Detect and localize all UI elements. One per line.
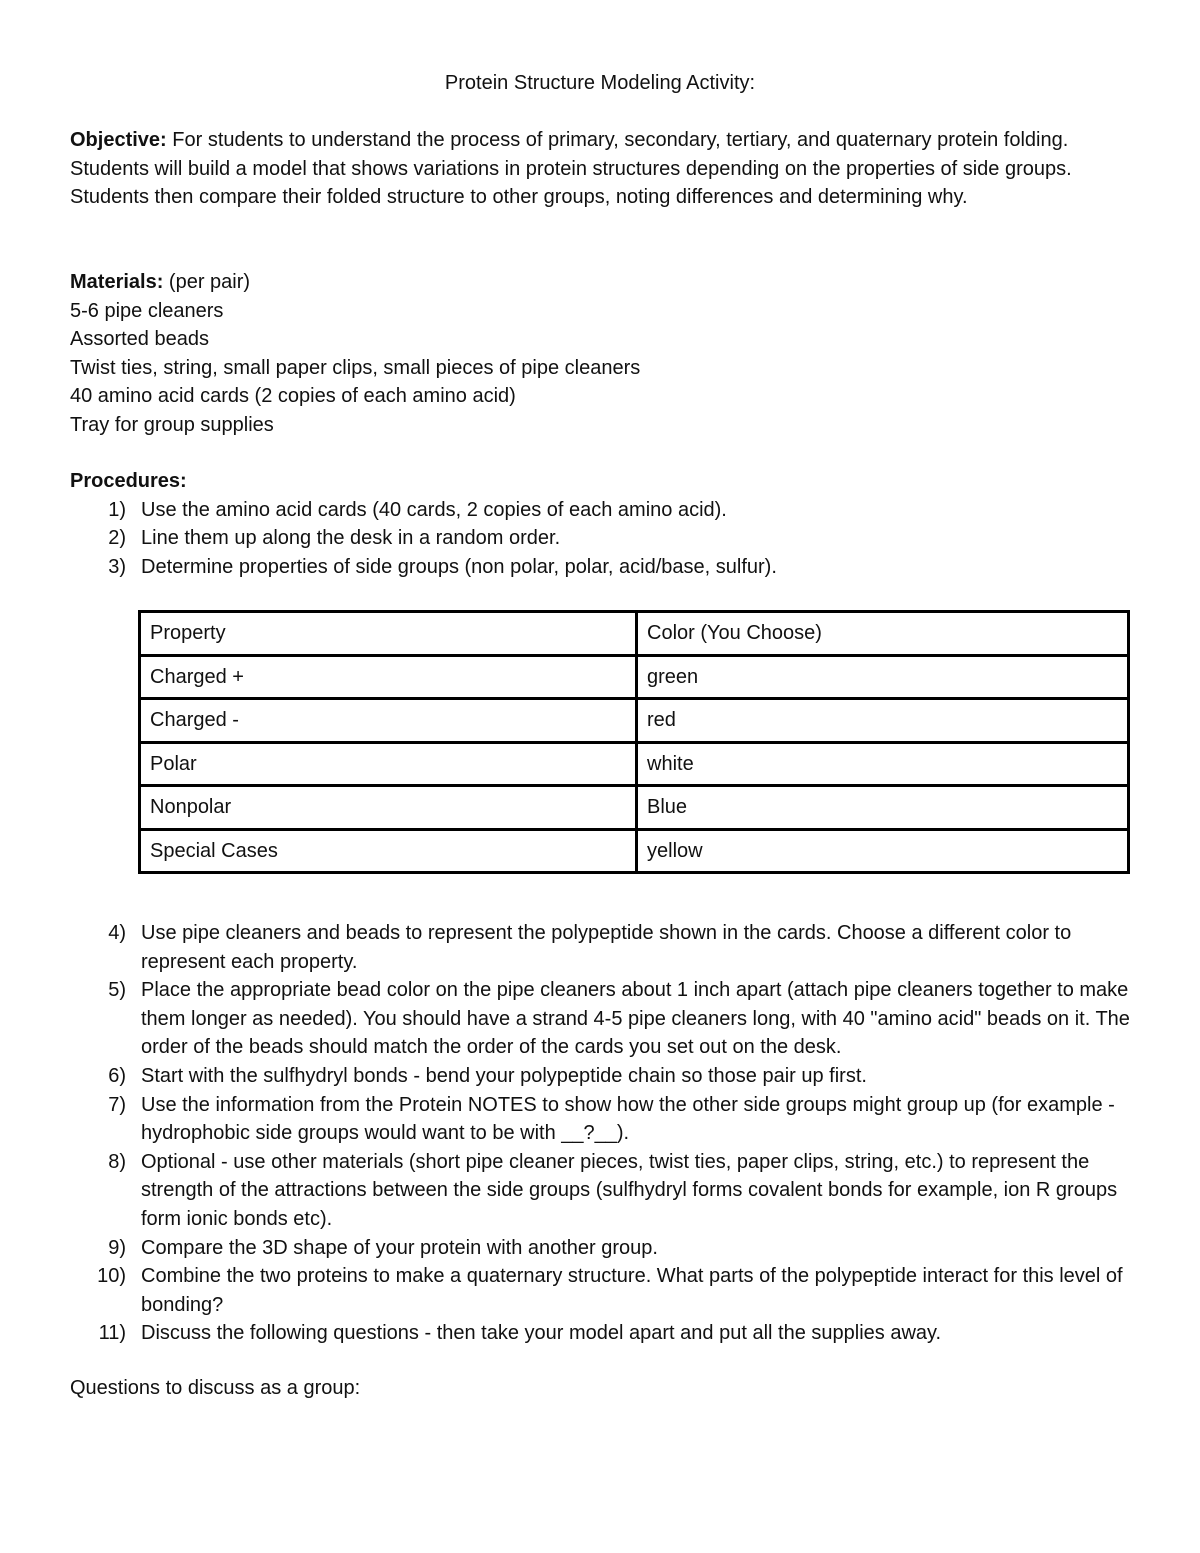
procedure-step (70, 976, 1130, 1062)
objective-paragraph (70, 126, 1130, 212)
procedure-steps-part-1 (70, 496, 1130, 582)
table-cell: red (637, 699, 1129, 743)
table-header-cell: Property (140, 612, 637, 656)
procedure-step (70, 524, 1130, 553)
procedure-step (70, 1062, 1130, 1091)
procedures-section (70, 467, 1130, 581)
materials-heading (70, 268, 1130, 297)
step-text: Optional - use other materials (short pipe cleaner pieces, twist ties, paper clips, string, etc.) to represent the strength of the attractions between the side groups (sulfhydryl forms covalent bonds for example, ion R groups form ionic bonds etc). (141, 1150, 1118, 1230)
materials-section (70, 268, 1130, 440)
table-row (140, 699, 1129, 743)
step-number: 9) (108, 1236, 126, 1259)
table-cell: Nonpolar (140, 786, 637, 830)
step-text: Use the amino acid cards (40 cards, 2 copies of each amino acid). (141, 498, 727, 521)
materials-item: 40 amino acid cards (2 copies of each amino acid) (70, 385, 516, 408)
procedure-step (70, 1091, 1130, 1148)
step-text: Line them up along the desk in a random order. (141, 527, 561, 550)
table-cell: Blue (637, 786, 1129, 830)
step-text: Start with the sulfhydryl bonds - bend your polypeptide chain so those pair up first. (141, 1064, 867, 1087)
procedures-heading (70, 467, 1130, 496)
step-number: 4) (108, 922, 126, 944)
table-row (140, 829, 1129, 873)
materials-item: 5-6 pipe cleaners (70, 299, 224, 322)
objective-label: Objective: (70, 129, 167, 151)
questions-heading: Questions to discuss as a group: (70, 1377, 361, 1399)
step-text: Discuss the following questions - then take your model apart and put all the supplies away. (141, 1322, 942, 1345)
procedure-step (70, 1234, 1130, 1263)
objective-section (70, 126, 1130, 212)
table-header-cell: Color (You Choose) (637, 612, 1129, 656)
objective-text: For students to understand the process of primary, secondary, tertiary, and quaternary protein folding. Students will build a model that shows variations in protein structures depending on the properties of side groups. Students then compare their folded structure to other groups, noting differences and determining why. (70, 129, 1072, 209)
property-color-table-container (138, 610, 1130, 874)
table-row (140, 655, 1129, 699)
procedure-step (70, 1319, 1130, 1348)
table-header-row (140, 612, 1129, 656)
step-number: 1) (108, 498, 126, 521)
materials-item: Tray for group supplies (70, 413, 274, 436)
table-cell: white (637, 742, 1129, 786)
table-cell: Charged + (140, 655, 637, 699)
step-text: Compare the 3D shape of your protein with another group. (141, 1236, 658, 1259)
materials-label: Materials: (70, 271, 164, 293)
step-text: Use the information from the Protein NOTES to show how the other side groups might group up (for example - hydrophobic side groups would want to be with __?__). (141, 1093, 1115, 1145)
materials-note: (per pair) (163, 271, 251, 293)
procedure-step (70, 553, 1130, 582)
step-number: 7) (108, 1093, 126, 1116)
table-row (140, 742, 1129, 786)
step-text: Combine the two proteins to make a quaternary structure. What parts of the polypeptide interact for this level of bonding? (141, 1265, 1123, 1316)
questions-section (70, 1374, 1130, 1403)
procedure-step (70, 1148, 1130, 1234)
procedure-step (70, 919, 1130, 976)
step-number: 5) (108, 979, 126, 1002)
step-number: 8) (108, 1150, 126, 1173)
step-number: 11) (98, 1322, 126, 1345)
step-number: 2) (108, 527, 126, 550)
table-cell: green (637, 655, 1129, 699)
property-color-table (138, 610, 1130, 874)
table-row (140, 786, 1129, 830)
step-text: Use pipe cleaners and beads to represent the polypeptide shown in the cards. Choose a different color to represent each property. (141, 922, 1072, 973)
procedure-step (70, 1262, 1130, 1319)
table-cell: Charged - (140, 699, 637, 743)
page-title: Protein Structure Modeling Activity: (444, 72, 756, 94)
procedure-steps-part-2 (70, 919, 1130, 1348)
step-number: 3) (108, 555, 126, 578)
materials-item: Twist ties, string, small paper clips, small pieces of pipe cleaners (70, 356, 641, 379)
step-number: 10) (97, 1265, 126, 1288)
procedures-label: Procedures: (70, 470, 187, 492)
step-text: Determine properties of side groups (non polar, polar, acid/base, sulfur). (141, 555, 777, 578)
table-cell: Polar (140, 742, 637, 786)
step-text: Place the appropriate bead color on the pipe cleaners about 1 inch apart (attach pipe cleaners together to make them longer as needed). You should have a strand 4-5 pipe cleaners long, with 40 "amino acid" beads on it. The order of the beads should match the order of the cards you set out on the desk. (141, 979, 1130, 1059)
procedure-steps-part-2-container (70, 919, 1130, 1348)
table-cell: yellow (637, 829, 1129, 873)
step-number: 6) (108, 1064, 126, 1087)
table-cell: Special Cases (140, 829, 637, 873)
procedure-step (70, 496, 1130, 525)
materials-item: Assorted beads (70, 328, 209, 351)
